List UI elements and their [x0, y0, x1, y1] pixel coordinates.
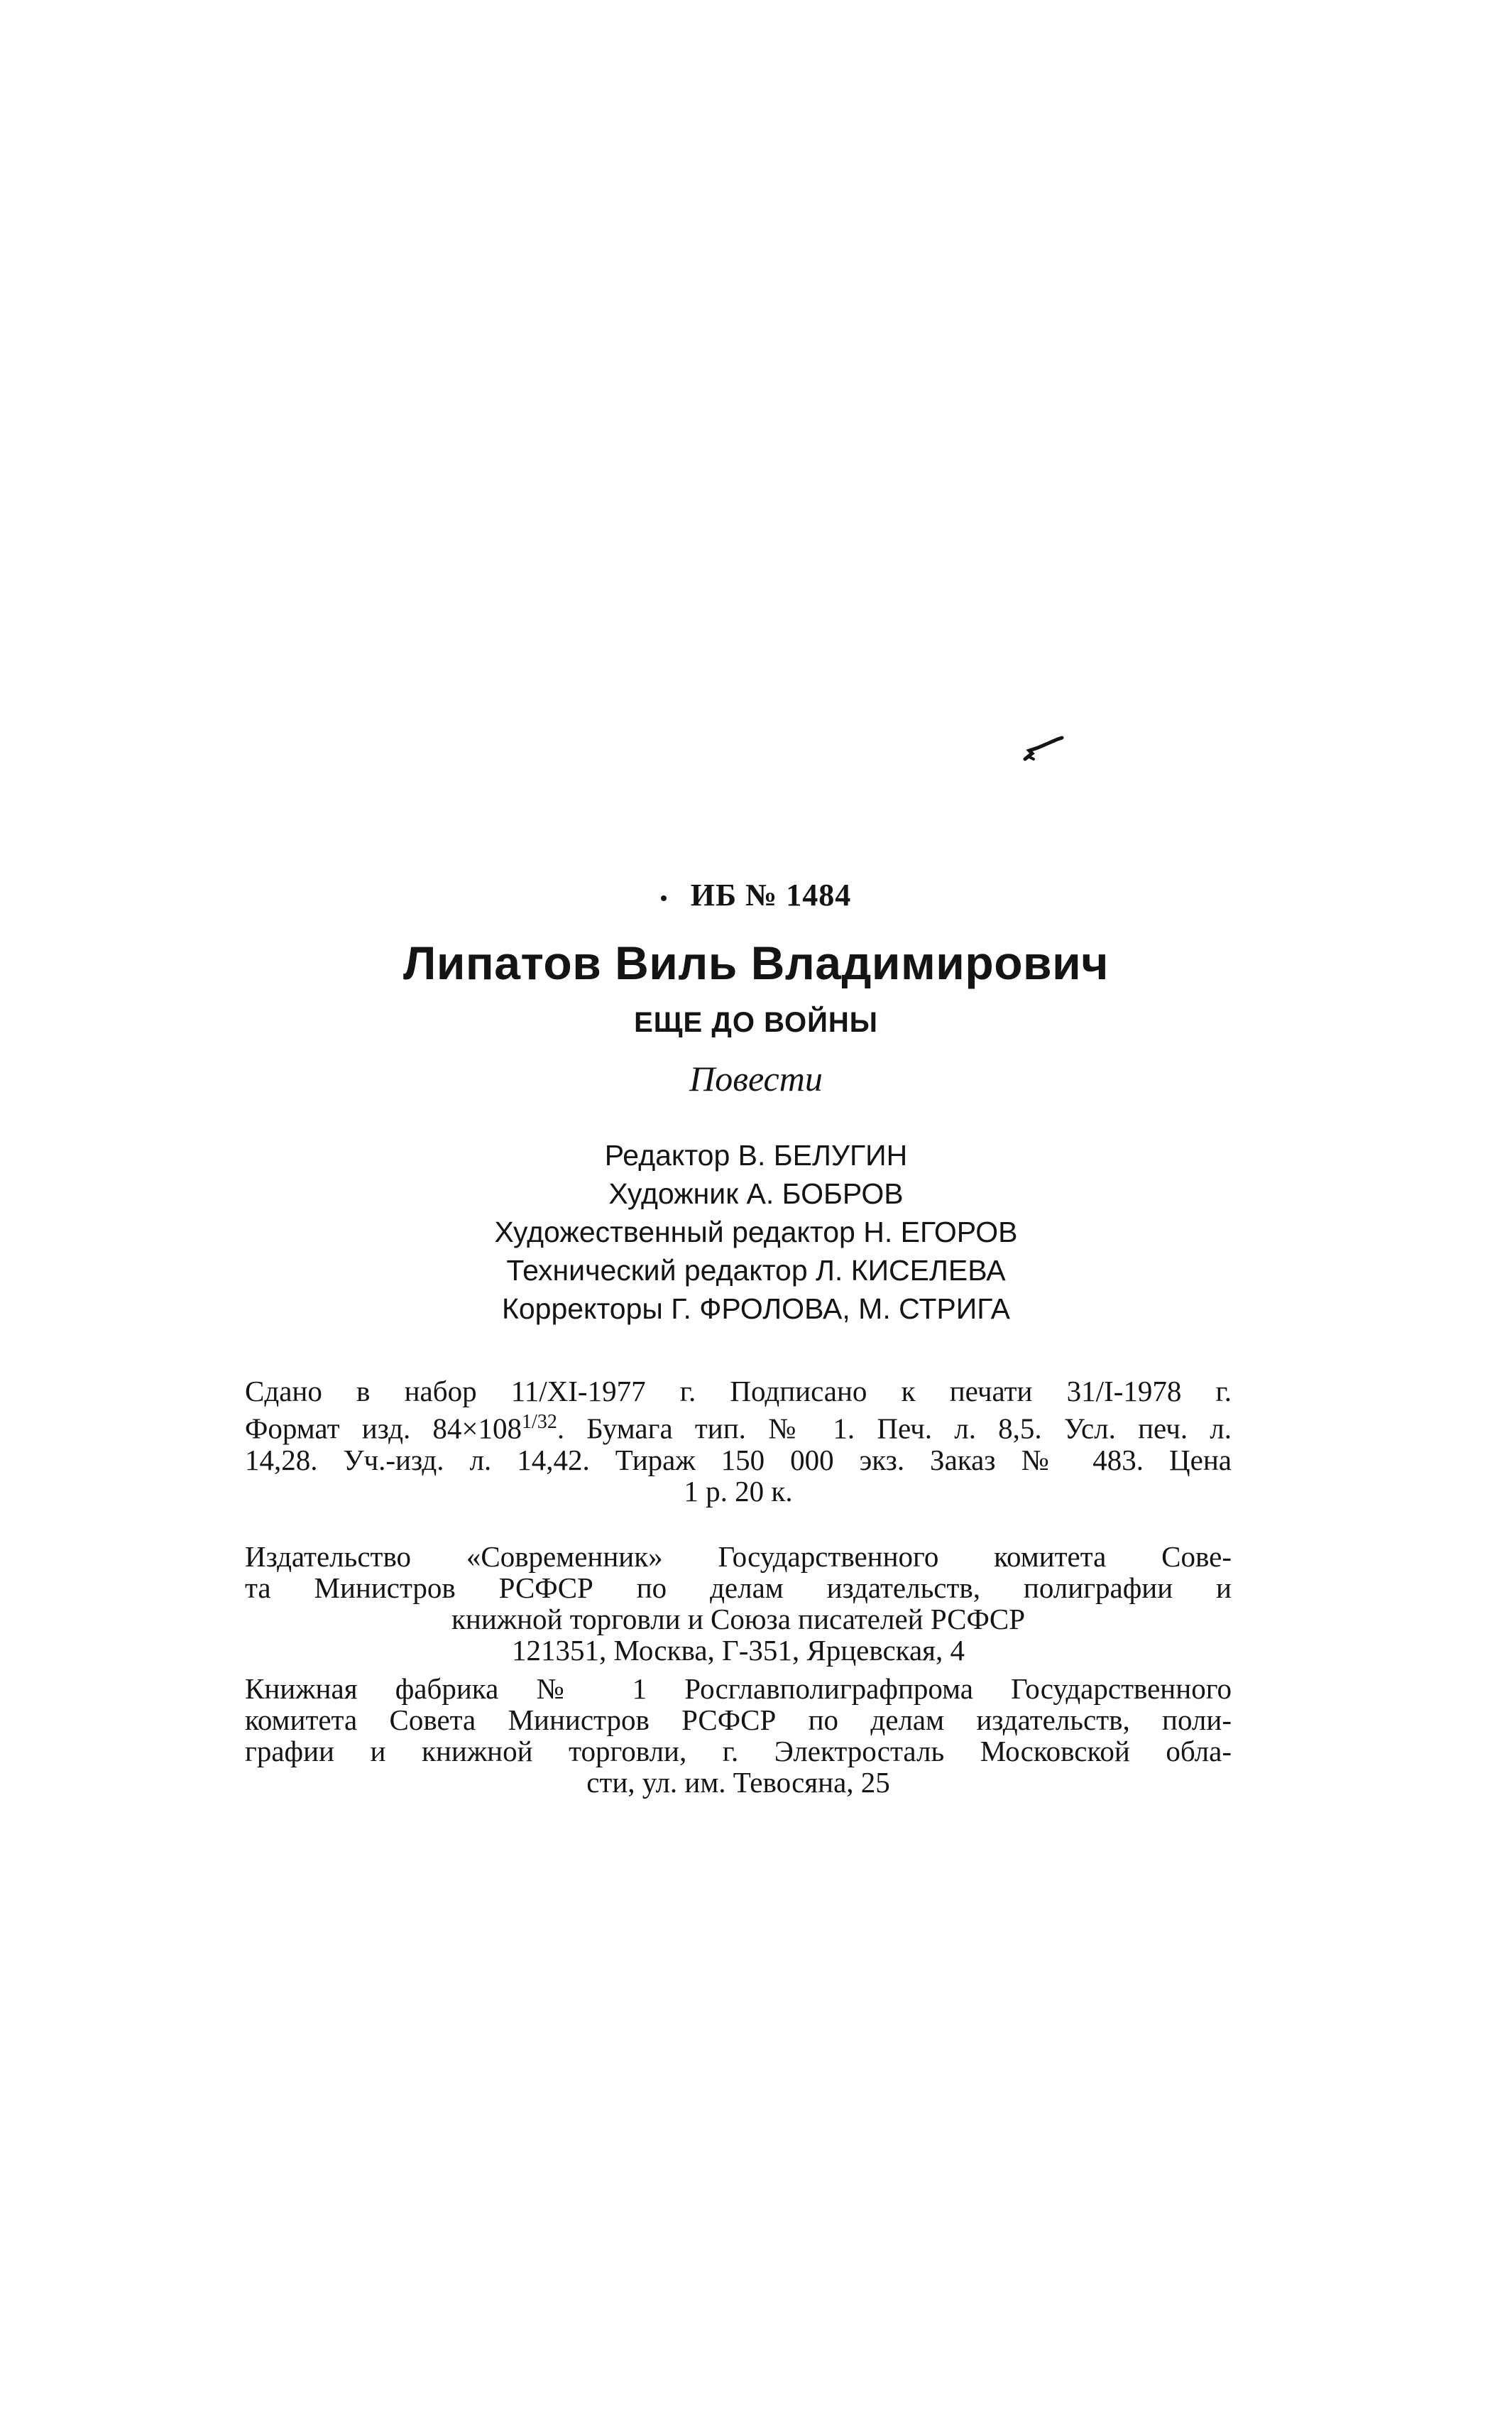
credits-list [0, 1136, 1512, 1328]
factory-line: графии и книжной торговли, г. Электросталь Московской обла- [245, 1735, 1232, 1767]
author-name: Липатов Виль Владимирович [403, 937, 1109, 989]
book-genre: Повести [689, 1059, 823, 1099]
print-info-line: 14,28. Уч.-изд. л. 14,42. Тираж 150 000 экз. Заказ № 483. Цена [245, 1443, 1232, 1476]
print-price: 1 р. 20 к. [684, 1474, 793, 1508]
print-info-line: Сдано в набор 11/XI-1977 г. Подписано к печати 31/I-1978 г. [245, 1375, 1232, 1407]
publisher-line: Издательство «Современник» Государственного комитета Сове- [245, 1540, 1232, 1573]
credit-tech-editor: Технический редактор Л. КИСЕЛЕВА [506, 1254, 1006, 1287]
credit-artist: Художник А. БОБРОВ [608, 1177, 904, 1210]
publisher-line: книжной торговли и Союза писателей РСФСР [451, 1603, 1026, 1635]
publisher-line: та Министров РСФСР по делам издательств, полиграфии и [245, 1571, 1232, 1604]
factory-info [245, 1673, 1232, 1798]
credit-art-editor: Художественный редактор Н. ЕГОРОВ [494, 1216, 1018, 1248]
pen-mark-icon [1022, 735, 1065, 763]
ib-number-text: ИБ № 1484 [690, 878, 852, 912]
publisher-address: 121351, Москва, Г-351, Ярцевская, 4 [511, 1634, 965, 1667]
print-info [245, 1375, 1232, 1507]
factory-address: сти, ул. им. Тевосяна, 25 [586, 1766, 890, 1799]
factory-line: Книжная фабрика № 1 Росглавполиграфпрома Государственного [245, 1672, 1232, 1705]
credit-editor: Редактор В. БЕЛУГИН [604, 1139, 908, 1172]
print-paper-text: . Бумага тип. № 1. Печ. л. 8,5. Усл. печ. л. [557, 1412, 1232, 1445]
publisher-info [245, 1541, 1232, 1666]
bullet-dot-icon [661, 895, 667, 901]
print-format-fraction: 1/32 [522, 1411, 557, 1433]
print-info-line [245, 1407, 1232, 1444]
credit-proofreaders: Корректоры Г. ФРОЛОВА, М. СТРИГА [501, 1292, 1011, 1325]
book-title: ЕЩЕ ДО ВОЙНЫ [634, 1007, 878, 1038]
factory-line: комитета Совета Министров РСФСР по делам издательств, поли- [245, 1703, 1232, 1736]
print-format-text: Формат изд. 84×108 [245, 1412, 522, 1445]
ib-number [0, 877, 1512, 913]
